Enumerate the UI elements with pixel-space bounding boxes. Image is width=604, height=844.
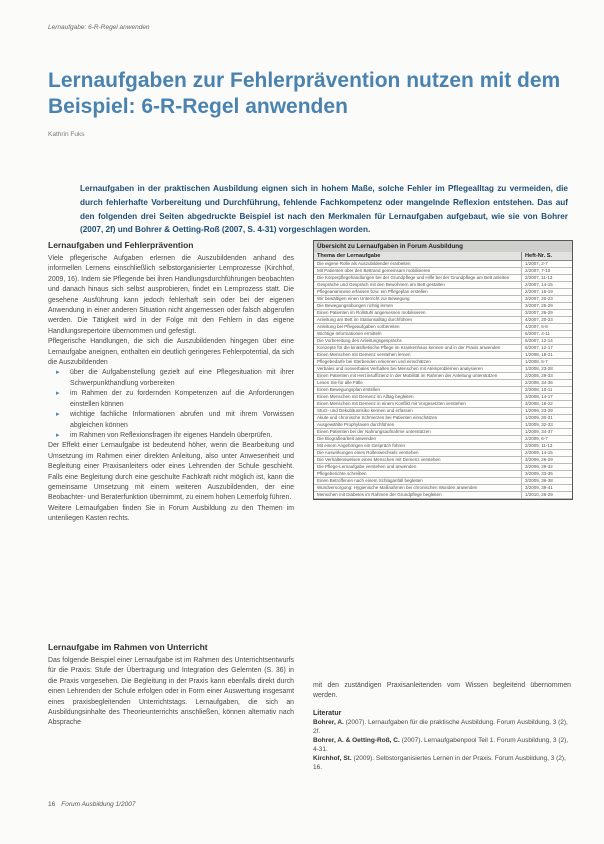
topic-cell: Mit einem Angehörigen ein Gespräch führen: [314, 443, 522, 450]
issue-cell: 3/2007, 20-23: [522, 296, 573, 303]
issue-cell: 3/2009, 33-35: [522, 471, 573, 478]
bullet-list: [48, 368, 294, 441]
right-column-text: [313, 681, 571, 702]
column-header-topic: Thema der Lernaufgabe: [314, 252, 522, 261]
issue-cell: 1/2009, 34-37: [522, 429, 573, 436]
topic-cell: Einen Patienten im Rollstuhl angemessen mobilisieren: [314, 310, 522, 317]
table-row: [314, 366, 572, 373]
table-row: [314, 373, 572, 380]
issue-cell: 6/2007, 12-17: [522, 345, 573, 352]
column-header-issue: Heft-Nr. S.: [522, 252, 573, 261]
table-row: [314, 429, 572, 436]
reference-entry: [313, 737, 571, 754]
issue-cell: 3/2007, 25-29: [522, 303, 573, 310]
table-row: [314, 338, 572, 345]
box-caption: Übersicht zu Lernaufgaben in Forum Ausbildung: [314, 241, 572, 252]
topic-cell: Anleitung bei Pflegeaufgaben vorbereiten: [314, 324, 522, 331]
topic-cell: Konzepte für die kinästhetische Pflege im Krankenhaus kennen und in der Praxis anwenden: [314, 345, 522, 352]
table-row: [314, 310, 572, 317]
issue-cell: 1/2009, 23-29: [522, 408, 573, 415]
table-row: [314, 345, 572, 352]
topic-cell: Sturz- und Dekubitusrisiko kennen und erfassen: [314, 408, 522, 415]
table-row: [314, 331, 572, 338]
table-row: [314, 401, 572, 408]
topic-cell: Mit Patienten über den Bettrand gemeinsam mobilisieren: [314, 268, 522, 275]
table-row: [314, 352, 572, 359]
issue-cell: 2/2008, 34-36: [522, 380, 573, 387]
topic-cell: Wundversorgung: Hygienische Maßnahmen bei chronischen Wunden anwenden: [314, 485, 522, 492]
issue-cell: 5/2007, 4-11: [522, 331, 573, 338]
issue-cell: 2/2008, 29-33: [522, 373, 573, 380]
overview-box: [313, 240, 573, 500]
topic-cell: Gespräche und Gespräch mit den Bewohnern am Bett gestalten: [314, 282, 522, 289]
page-footer: [48, 801, 135, 808]
page-number: 16: [48, 801, 56, 808]
table-row: [314, 464, 572, 471]
overview-table: [314, 252, 572, 499]
issue-cell: 3/2009, 29-32: [522, 464, 573, 471]
table-row: [314, 275, 572, 282]
paragraph: mit den zuständigen Praxisanleitenden vom Wissen begleitend übernommen werden.: [313, 682, 571, 700]
topic-cell: Einen Menschen mit Demenz verstehen lernen: [314, 352, 522, 359]
table-row: [314, 359, 572, 366]
running-header: Lernaufgabe: 6-R-Regel anwenden: [48, 24, 150, 31]
list-item: ▸ im Rahmen der zu fordernden Kompetenzen auf die Anforderungen einstellen können: [70, 389, 294, 410]
topic-cell: Wichtige Informationen ermitteln: [314, 331, 522, 338]
literature-section: [313, 710, 571, 774]
table-body: [314, 261, 572, 499]
topic-cell: Akute und chronische Schmerzen bei Patienten einschätzen: [314, 415, 522, 422]
issue-cell: 1/2009, 32-33: [522, 422, 573, 429]
issue-cell: 2/2009, 6-7: [522, 436, 573, 443]
topic-cell: Die Bewegungsübungen richtig lernen: [314, 303, 522, 310]
lead-paragraph: Lernaufgaben in der praktischen Ausbildung eignen sich in hohem Maße, solche Fehler im Pflegealltag zu vermeiden, die durch fehlerhafte Vorbereitung und Durchführung, fehlende Fachkompetenz oder mangelnde Reflexion entstehen. Das auf den folgenden drei Seiten abgedruckte Beispiel ist nach den Merkmalen für Lernaufgaben aufgebaut, wie sie von Bohrer (2007, 2f) und Bohrer & Oetting-Roß (2007, S. 4-31) vorgeschlagen worden.: [80, 184, 568, 235]
left-column: [48, 240, 294, 525]
table-row: [314, 394, 572, 401]
issue-cell: 1/2008, 23-28: [522, 366, 573, 373]
issue-cell: 1/2008, 5-7: [522, 359, 573, 366]
issue-cell: 1/2010, 26-29: [522, 492, 573, 499]
table-row: [314, 471, 572, 478]
paragraph: Weitere Lernaufgaben finden Sie in Forum Ausbildung zu den Themen im untenliegen Kasten rechts.: [48, 504, 294, 523]
table-row: [314, 296, 572, 303]
left-column-lower: [48, 642, 294, 729]
article-title: Lernaufgaben zur Fehlerprävention nutzen mit dem Beispiel: 6-R-Regel anwenden: [48, 69, 561, 118]
issue-cell: 3/2007, 26-29: [522, 310, 573, 317]
table-row: [314, 457, 572, 464]
issue-cell: 5/2007, 12-14: [522, 338, 573, 345]
topic-cell: Einen Menschen mit Demenz im Alltag begleiten: [314, 394, 522, 401]
table-row: [314, 289, 572, 296]
table-header-row: [314, 252, 572, 261]
reference-entry: [313, 719, 571, 736]
issue-cell: 2/2009, 14-15: [522, 450, 573, 457]
topic-cell: Die Biografiearbeit anwenden: [314, 436, 522, 443]
table-row: [314, 408, 572, 415]
paragraph: Pflegerische Handlungen, die sich die Auszubildenden hingegen über eine Lernaufgabe aneignen, enthalten ein deutlich geringeres Fehlerpotential, da sich die Auszubildenden: [48, 338, 294, 367]
table-row: [314, 324, 572, 331]
topic-cell: Die Pflege-Lernaufgabe verstehen und anwenden: [314, 464, 522, 471]
table-row: [314, 492, 572, 499]
table-row: [314, 380, 572, 387]
topic-cell: Pflegeanamnese erfassen bzw. ein Pflegeplan erstellen: [314, 289, 522, 296]
issue-cell: 1/2008, 18-21: [522, 352, 573, 359]
reference-author: Kirchhof, St.: [313, 755, 352, 763]
topic-cell: Einen Patienten bei der Nahrungsaufnahme unterstützen: [314, 429, 522, 436]
author: Kathrin Fuks: [48, 131, 85, 138]
journal-name: Forum Ausbildung 1/2007: [61, 801, 136, 808]
topic-cell: Einen Bewegungsplan erstellen: [314, 387, 522, 394]
issue-cell: 1/2007, 2-7: [522, 261, 573, 268]
issue-cell: 1/2009, 30-31: [522, 415, 573, 422]
table-row: [314, 478, 572, 485]
topic-cell: Pflegebedarfe bei Sterbenden erkennen und einschätzen: [314, 359, 522, 366]
table-row: [314, 317, 572, 324]
topic-cell: Einen Menschen mit Demenz in einem Konflikt mit Vorgesetzten verstehen: [314, 401, 522, 408]
issue-cell: 3/2009, 26-29: [522, 457, 573, 464]
table-row: [314, 303, 572, 310]
reference-text: (2009). Selbstorganisiertes Lernen in der Praxis. Forum Ausbildung, 3 (2), 16.: [313, 755, 566, 771]
issue-cell: 2/2008, 10-11: [522, 387, 573, 394]
topic-cell: Einen Betroffenen nach einem Schlaganfall begleiten: [314, 478, 522, 485]
issue-cell: 3/2008, 14-17: [522, 394, 573, 401]
reference-author: Bohrer, A.: [313, 719, 344, 726]
topic-cell: Verbales und nonverbales Verhalten bei Menschen mit Atemproblemen analysieren: [314, 366, 522, 373]
topic-cell: Die eigene Rolle als Auszubildender erarbeiten: [314, 261, 522, 268]
list-item: ▸ im Rahmen von Reflexionsfragen ihr eigenes Handeln überprüfen.: [70, 431, 294, 441]
topic-cell: Die Vorbereitung des Anleitungsgesprächs: [314, 338, 522, 345]
table-row: [314, 436, 572, 443]
issue-cell: 3/2009, 39-41: [522, 485, 573, 492]
topic-cell: Anleitung am Bett im Stationsalltag durchführen: [314, 317, 522, 324]
issue-cell: 2/2007, 11-13: [522, 275, 573, 282]
paragraph: Der Effekt einer Lernaufgabe ist bedeutend höher, wenn die Bearbeitung und Umsetzung im Rahmen einer direkten Anleitung, also unter Anwesenheit und Begleitung einer Praxisanleiters oder eines Lehrenden der Schule geschieht. Falls eine Begleitung durch eine geschulte Fachkraft nicht möglich ist, kann die gemeinsame Umsetzung mit einem weiteren Auszubildenden, der eine Beobachter- und Beraterfunktion übernimmt, zu einem hohen Lernerfolg führen.: [48, 442, 294, 502]
issue-cell: 2/2007, 14-15: [522, 282, 573, 289]
literature-heading: Literatur: [313, 710, 342, 717]
table-row: [314, 282, 572, 289]
reference-entry: [313, 755, 571, 772]
reference-text: (2007). Lernaufgabenpool Teil 1. Forum Ausbildung, 3 (2), 4-31.: [313, 737, 569, 753]
issue-cell: 4/2007, 6-8: [522, 324, 573, 331]
table-row: [314, 485, 572, 492]
topic-cell: Die Körperpflegehandlungen bei der Grundpflege und Hilfe bei der Grundpflege am Bett anleiten: [314, 275, 522, 282]
reference-author: Bohrer, A. & Oetting-Roß, C.: [313, 737, 400, 745]
topic-cell: Menschen mit Diabetes im Rahmen der Grundpflege begleiten: [314, 492, 522, 499]
table-row: [314, 268, 572, 275]
list-item: ▸ wichtige fachliche Informationen abrufen und mit ihrem Vorwissen abgleichen können: [70, 410, 294, 431]
paragraph: Viele pflegerische Aufgaben erlernen die Auszubildenden anhand des informellen Lernens einschließlich selbstorganisierter Lernprozesse (Kirchhof, 2009, 16). Indem sie Pflegende bei ihren Handlungsdurchführungen beobachten und danach hinaus sich selbst ausprobieren, findet ein Lernprozess statt. Die gesehene Ausführung kann jedoch fehlerhaft sein oder bei der eigenen Anwendung in einer anderen Situation nicht angemessen oder falsch abgerufen werden. Die Tätigkeit wird in der Folge mit den Fehlern in das eigene Handlungsrepertoire übernommen und gefestigt.: [48, 255, 294, 335]
table-row: [314, 443, 572, 450]
table-row: [314, 415, 572, 422]
issue-cell: 2/2009, 11-13: [522, 443, 573, 450]
topic-cell: Die Auswirkungen eines Rollenwechsels verstehen: [314, 450, 522, 457]
issue-cell: 3/2008, 18-22: [522, 401, 573, 408]
section-heading: Lernaufgabe im Rahmen von Unterricht: [48, 642, 208, 652]
topic-cell: Pflegeberichte schreiben: [314, 471, 522, 478]
issue-cell: 3/2009, 36-38: [522, 478, 573, 485]
issue-cell: 2/2007, 15-19: [522, 289, 573, 296]
paragraph: Das folgende Beispiel einer Lernaufgabe ist im Rahmen des Unterrichtsentwurfs für die Praxis: Stufe der Übertragung und Integration des Gelernten (S. 36) in die Praxis vorgesehen. Die Begleitung in der Praxis kann ebenfalls direkt durch einen Lehrenden der Schule erfolgen oder in Form einer Auswertung insgesamt eines praxisbegleitenden Unterrichtstags. Lernaufgaben, die sich an Ausbildungsinhalte des Theorieunterrichts anschließen, können alternativ nach Absprache: [48, 657, 294, 727]
table-row: [314, 261, 572, 268]
topic-cell: Die Verhaltensweisen eines Menschen mit Demenz verstehen: [314, 457, 522, 464]
topic-cell: Einen Patienten mit Herzinsuffizienz in der Mobilität im Rahmen der Anleitung unterstützen: [314, 373, 522, 380]
issue-cell: 4/2007, 20-23: [522, 317, 573, 324]
topic-cell: Wir bewältigen einen Unterricht zur Bewegung: [314, 296, 522, 303]
list-item: ▸ über die Aufgabenstellung gezielt auf eine Pflegesituation mit ihrer Schwerpunkthandlung vorbereiten: [70, 368, 294, 389]
reference-text: (2007). Lernaufgaben für die praktische Ausbildung. Forum Ausbildung, 3 (2), 2f.: [313, 719, 568, 735]
topic-cell: Lesen Sie für alle Fälle: [314, 380, 522, 387]
topic-cell: Ausgewählte Prophylaxen durchführen: [314, 422, 522, 429]
table-row: [314, 422, 572, 429]
table-row: [314, 387, 572, 394]
table-row: [314, 450, 572, 457]
issue-cell: 2/2007, 7-10: [522, 268, 573, 275]
section-heading: Lernaufgaben und Fehlerprävention: [48, 240, 194, 250]
